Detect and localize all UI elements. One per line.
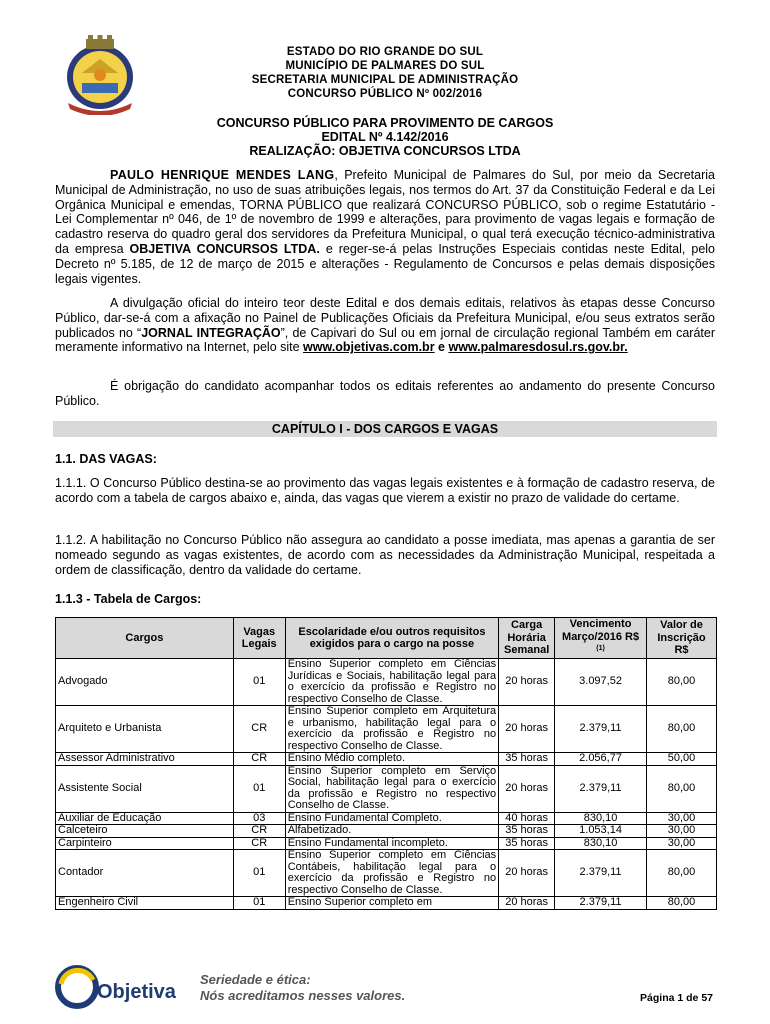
cell-carga: 35 horas [499,825,555,838]
cell-vagas: CR [233,825,285,838]
cell-cargo: Advogado [56,659,234,706]
cell-cargo: Engenheiro Civil [56,897,234,910]
col-inscricao: Valor de Inscrição R$ [647,618,717,659]
cell-vagas: CR [233,753,285,766]
jornal-name: JORNAL INTEGRAÇÃO [141,325,281,340]
cell-inscricao: 80,00 [647,897,717,910]
table-row [56,837,717,850]
cell-vencimento: 2.379,11 [555,850,647,897]
chapter-heading: CAPÍTULO I - DOS CARGOS E VAGAS [53,421,717,437]
table-row [56,812,717,825]
cell-vencimento: 2.379,11 [555,897,647,910]
paragraph-1-1-2: 1.1.2. A habilitação no Concurso Público não assegura ao candidato a posse imediata, mas apenas a garantia de ser nomeado segundo as vagas existentes, de acordo com as necessidades da Administração Municipal, respeitada a ordem de classificação, dentro da validade do certame. [55,533,715,577]
cell-vencimento: 830,10 [555,837,647,850]
table-row [56,850,717,897]
cell-escolaridade: Ensino Fundamental Completo. [285,812,498,825]
cell-vencimento: 1.053,14 [555,825,647,838]
table-row [56,825,717,838]
cell-vencimento: 830,10 [555,812,647,825]
cell-vencimento: 2.056,77 [555,753,647,766]
title-line3: REALIZAÇÃO: OBJETIVA CONCURSOS LTDA [249,144,521,158]
cell-vagas: 01 [233,765,285,812]
cell-cargo: Carpinteiro [56,837,234,850]
cell-vagas: 01 [233,659,285,706]
table-row [56,659,717,706]
header-contest: CONCURSO PÚBLICO Nº 002/2016 [287,88,483,100]
municipal-crest-icon [60,33,140,115]
cell-cargo: Calceteiro [56,825,234,838]
cell-vagas: CR [233,837,285,850]
table-row [56,706,717,753]
company-name: OBJETIVA CONCURSOS LTDA. [129,241,320,256]
title-block [60,116,710,158]
cell-cargo: Assistente Social [56,765,234,812]
cell-cargo: Auxiliar de Educação [56,812,234,825]
cell-inscricao: 80,00 [647,765,717,812]
cell-vagas: 01 [233,850,285,897]
cargos-table-body [56,659,717,910]
cell-carga: 20 horas [499,659,555,706]
prefeito-name: PAULO HENRIQUE MENDES LANG [110,168,335,182]
cell-carga: 35 horas [499,753,555,766]
cargos-table [55,617,717,910]
col-escolaridade: Escolaridade e/ou outros requisitos exigidos para o cargo na posse [285,618,498,659]
cell-inscricao: 50,00 [647,753,717,766]
cell-vagas: 01 [233,897,285,910]
cell-escolaridade: Alfabetizado. [285,825,498,838]
col-carga: Carga Horária Semanal [499,618,555,659]
link-objetivas[interactable]: www.objetivas.com.br [303,340,435,355]
cell-vencimento: 3.097,52 [555,659,647,706]
intro-paragraph: PAULO HENRIQUE MENDES LANG, Prefeito Municipal de Palmares do Sul, por meio da Secretaria Municipal de Administração, no uso de suas atribuições legais, nos termos do Art. 37 da Constituição Federal e da Lei Orgânica Municipal e emendas, TORNA PÚBLICO que realizará CONCURSO PÚBLICO, sob o regime Estatutário - Lei Complementar nº 046, de 1º de novembro de 1999 e alterações, para provimento de vagas legais e formação de cadastro reserva do quadro geral dos servidores da Prefeitura Municipal, o qual terá execução técnico-administrativa da empresa OBJETIVA CONCURSOS LTDA. e reger-se-á pelas Instruções Especiais contidas neste Edital, pelo Decreto nº 5.185, de 12 de março de 2015 e alterações - Regulamento de Concursos e pelas demais disposições legais vigentes. [55,168,715,286]
cell-carga: 20 horas [499,706,555,753]
col-vagas: Vagas Legais [233,618,285,659]
obrigacao-paragraph: É obrigação do candidato acompanhar todos os editais referentes ao andamento do presente Concurso Público. [55,379,715,408]
cell-escolaridade: Ensino Superior completo em Ciências Contábeis, habilitação legal para o exercício da profissão e Registro no respectivo Conselho de Classe. [285,850,498,897]
brand-text: Objetiva [97,981,176,1003]
col-vencimento: Vencimento Março/2016 R$ $^{(1)}$ [555,618,647,659]
cell-inscricao: 80,00 [647,850,717,897]
cell-cargo: Contador [56,850,234,897]
divulgacao-paragraph: A divulgação oficial do inteiro teor deste Edital e dos demais editais, relativos às etapas desse Concurso Público, dar-se-á com a afixação no Painel de Publicações Oficiais da Prefeitura Municipal, e/ou seus extratos serão publicados no “JORNAL INTEGRAÇÃO”, de Capivari do Sul ou em jornal de circulação regional Também em caráter meramente informativo na Internet, pelo site www.objetivas.com.br e www.palmaresdosul.rs.gov.br. [55,296,715,355]
cell-vencimento: 2.379,11 [555,706,647,753]
cell-vagas: 03 [233,812,285,825]
table-row [56,753,717,766]
col-cargos: Cargos [56,618,234,659]
cell-vagas: CR [233,706,285,753]
cell-inscricao: 30,00 [647,837,717,850]
cell-carga: 20 horas [499,765,555,812]
cell-carga: 20 horas [499,850,555,897]
header-secretariat: SECRETARIA MUNICIPAL DE ADMINISTRAÇÃO [251,74,519,86]
title-line1: CONCURSO PÚBLICO PARA PROVIMENTO DE CARGOS [216,116,554,130]
header-state: ESTADO DO RIO GRANDE DO SUL [286,46,484,58]
cell-inscricao: 30,00 [647,825,717,838]
cell-inscricao: 30,00 [647,812,717,825]
section-vagas-heading: 1.1. DAS VAGAS: [55,452,157,466]
cell-escolaridade: Ensino Médio completo. [285,753,498,766]
page-number: Página 1 de 57 [640,992,713,1004]
cell-cargo: Arquiteto e Urbanista [56,706,234,753]
header-municipality: MUNICÍPIO DE PALMARES DO SUL [285,60,485,72]
table-row [56,765,717,812]
cell-inscricao: 80,00 [647,706,717,753]
cell-escolaridade: Ensino Superior completo em Serviço Social, habilitação legal para o exercício da profissão e Registro no respectivo Conselho de Classe. [285,765,498,812]
cell-escolaridade: Ensino Superior completo em Arquitetura e urbanismo, habilitação legal para o exercício da profissão e Registro no respectivo Conselho de Classe. [285,706,498,753]
title-line2: EDITAL Nº 4.142/2016 [321,130,449,144]
cell-escolaridade: Ensino Superior completo em Ciências Jurídicas e Sociais, habilitação legal para o exercício da profissão e Registro no respectivo Conselho de Classe. [285,659,498,706]
objetiva-logo-icon [55,962,185,1012]
link-palmares[interactable]: www.palmaresdosul.rs.gov.br. [448,340,628,355]
cell-carga: 40 horas [499,812,555,825]
cell-escolaridade: Ensino Fundamental incompleto. [285,837,498,850]
table-row [56,897,717,910]
cell-vencimento: 2.379,11 [555,765,647,812]
cell-escolaridade: Ensino Superior completo em [285,897,498,910]
document-header [150,45,620,101]
cell-carga: 20 horas [499,897,555,910]
table-header-row [56,618,717,659]
footer-slogan: Seriedade e ética: Nós acreditamos nesses valores. [200,972,406,1003]
cell-cargo: Assessor Administrativo [56,753,234,766]
cell-inscricao: 80,00 [647,659,717,706]
paragraph-1-1-1: 1.1.1. O Concurso Público destina-se ao provimento das vagas legais existentes e à formação de cadastro reserva, de acordo com a tabela de cargos abaixo e, ainda, das vagas que vierem a existir no prazo de validade do certame. [55,476,715,505]
cell-carga: 35 horas [499,837,555,850]
table-title: 1.1.3 - Tabela de Cargos: [55,592,202,606]
